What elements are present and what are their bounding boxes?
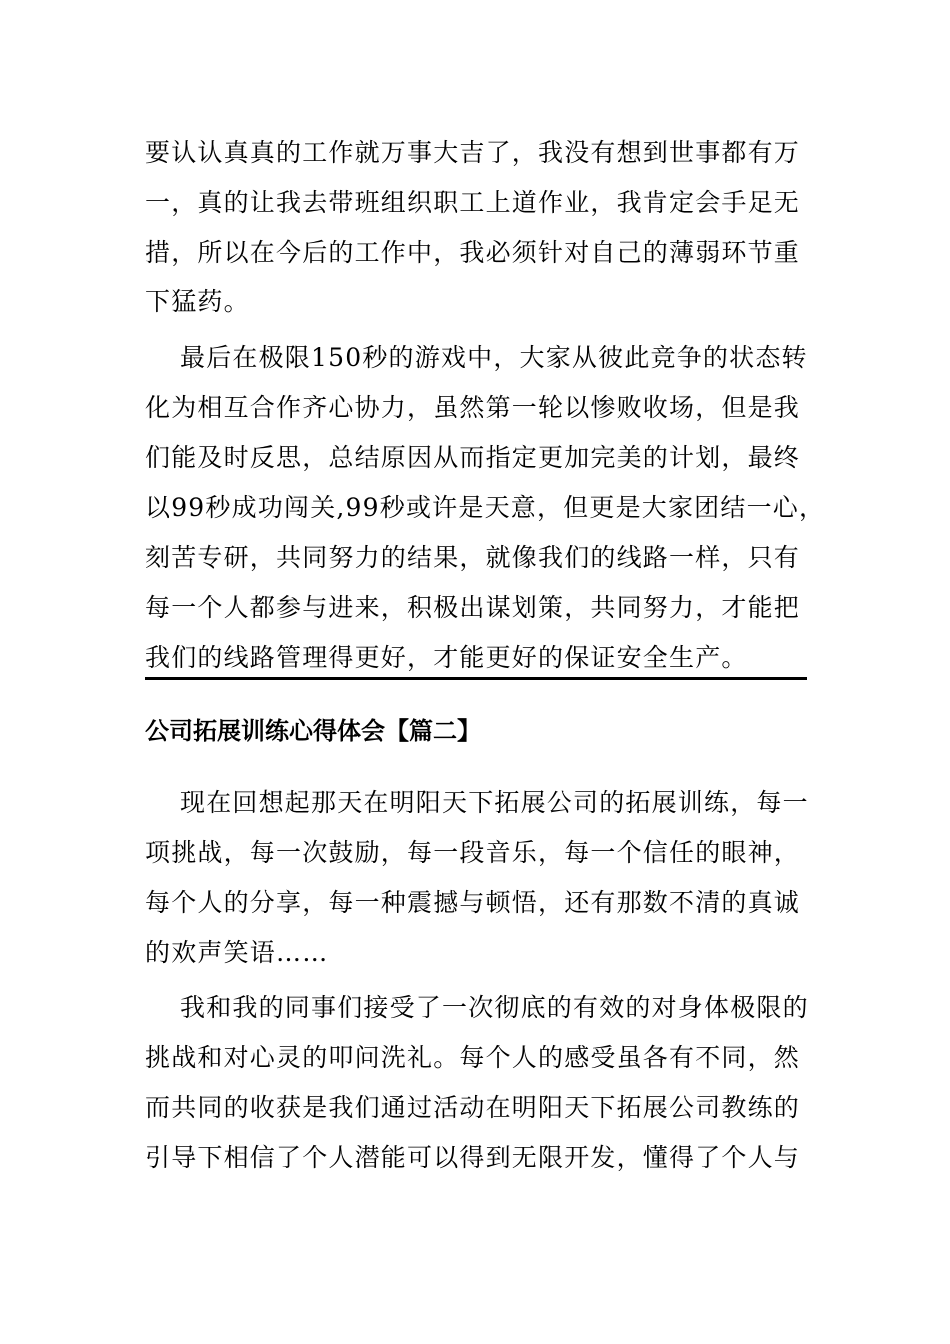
paragraph-line: 下猛药。 bbox=[145, 287, 250, 316]
paragraph-line: 们能及时反思，总结原因从而指定更加完美的计划，最终 bbox=[145, 443, 801, 472]
paragraph-line: 现在回想起那天在明阳天下拓展公司的拓展训练，每一 bbox=[180, 788, 809, 817]
paragraph-line: 我和我的同事们接受了一次彻底的有效的对身体极限的 bbox=[180, 993, 809, 1022]
paragraph-line: 项挑战，每一次鼓励，每一段音乐，每一个信任的眼神， bbox=[145, 838, 801, 867]
paragraph-line: 引导下相信了个人潜能可以得到无限开发，懂得了个人与 bbox=[145, 1143, 801, 1172]
paragraph-line: 以99秒成功闯关,99秒或许是天意，但更是大家团结一心， bbox=[145, 493, 826, 522]
section-heading: 公司拓展训练心得体会【篇二】 bbox=[145, 717, 481, 745]
paragraph-line: 的欢声笑语…… bbox=[145, 938, 329, 967]
paragraph-line: 我们的线路管理得更好，才能更好的保证安全生产。 bbox=[145, 643, 748, 672]
horizontal-divider bbox=[145, 677, 807, 680]
paragraph-line: 每一个人都参与进来，积极出谋划策，共同努力，才能把 bbox=[145, 593, 801, 622]
paragraph-line: 刻苦专研，共同努力的结果，就像我们的线路一样，只有 bbox=[145, 543, 801, 572]
paragraph-line: 措，所以在今后的工作中，我必须针对自己的薄弱环节重 bbox=[145, 238, 801, 267]
paragraph-line: 一，真的让我去带班组织职工上道作业，我肯定会手足无 bbox=[145, 188, 801, 217]
paragraph-line: 而共同的收获是我们通过活动在明阳天下拓展公司教练的 bbox=[145, 1093, 801, 1122]
paragraph-line: 化为相互合作齐心协力，虽然第一轮以惨败收场，但是我 bbox=[145, 393, 801, 422]
paragraph-line: 要认认真真的工作就万事大吉了，我没有想到世事都有万 bbox=[145, 138, 801, 167]
paragraph-line: 挑战和对心灵的叩问洗礼。每个人的感受虽各有不同，然 bbox=[145, 1043, 801, 1072]
paragraph-line: 最后在极限150秒的游戏中，大家从彼此竞争的状态转 bbox=[180, 343, 808, 372]
paragraph-line: 每个人的分享，每一种震撼与顿悟，还有那数不清的真诚 bbox=[145, 888, 801, 917]
